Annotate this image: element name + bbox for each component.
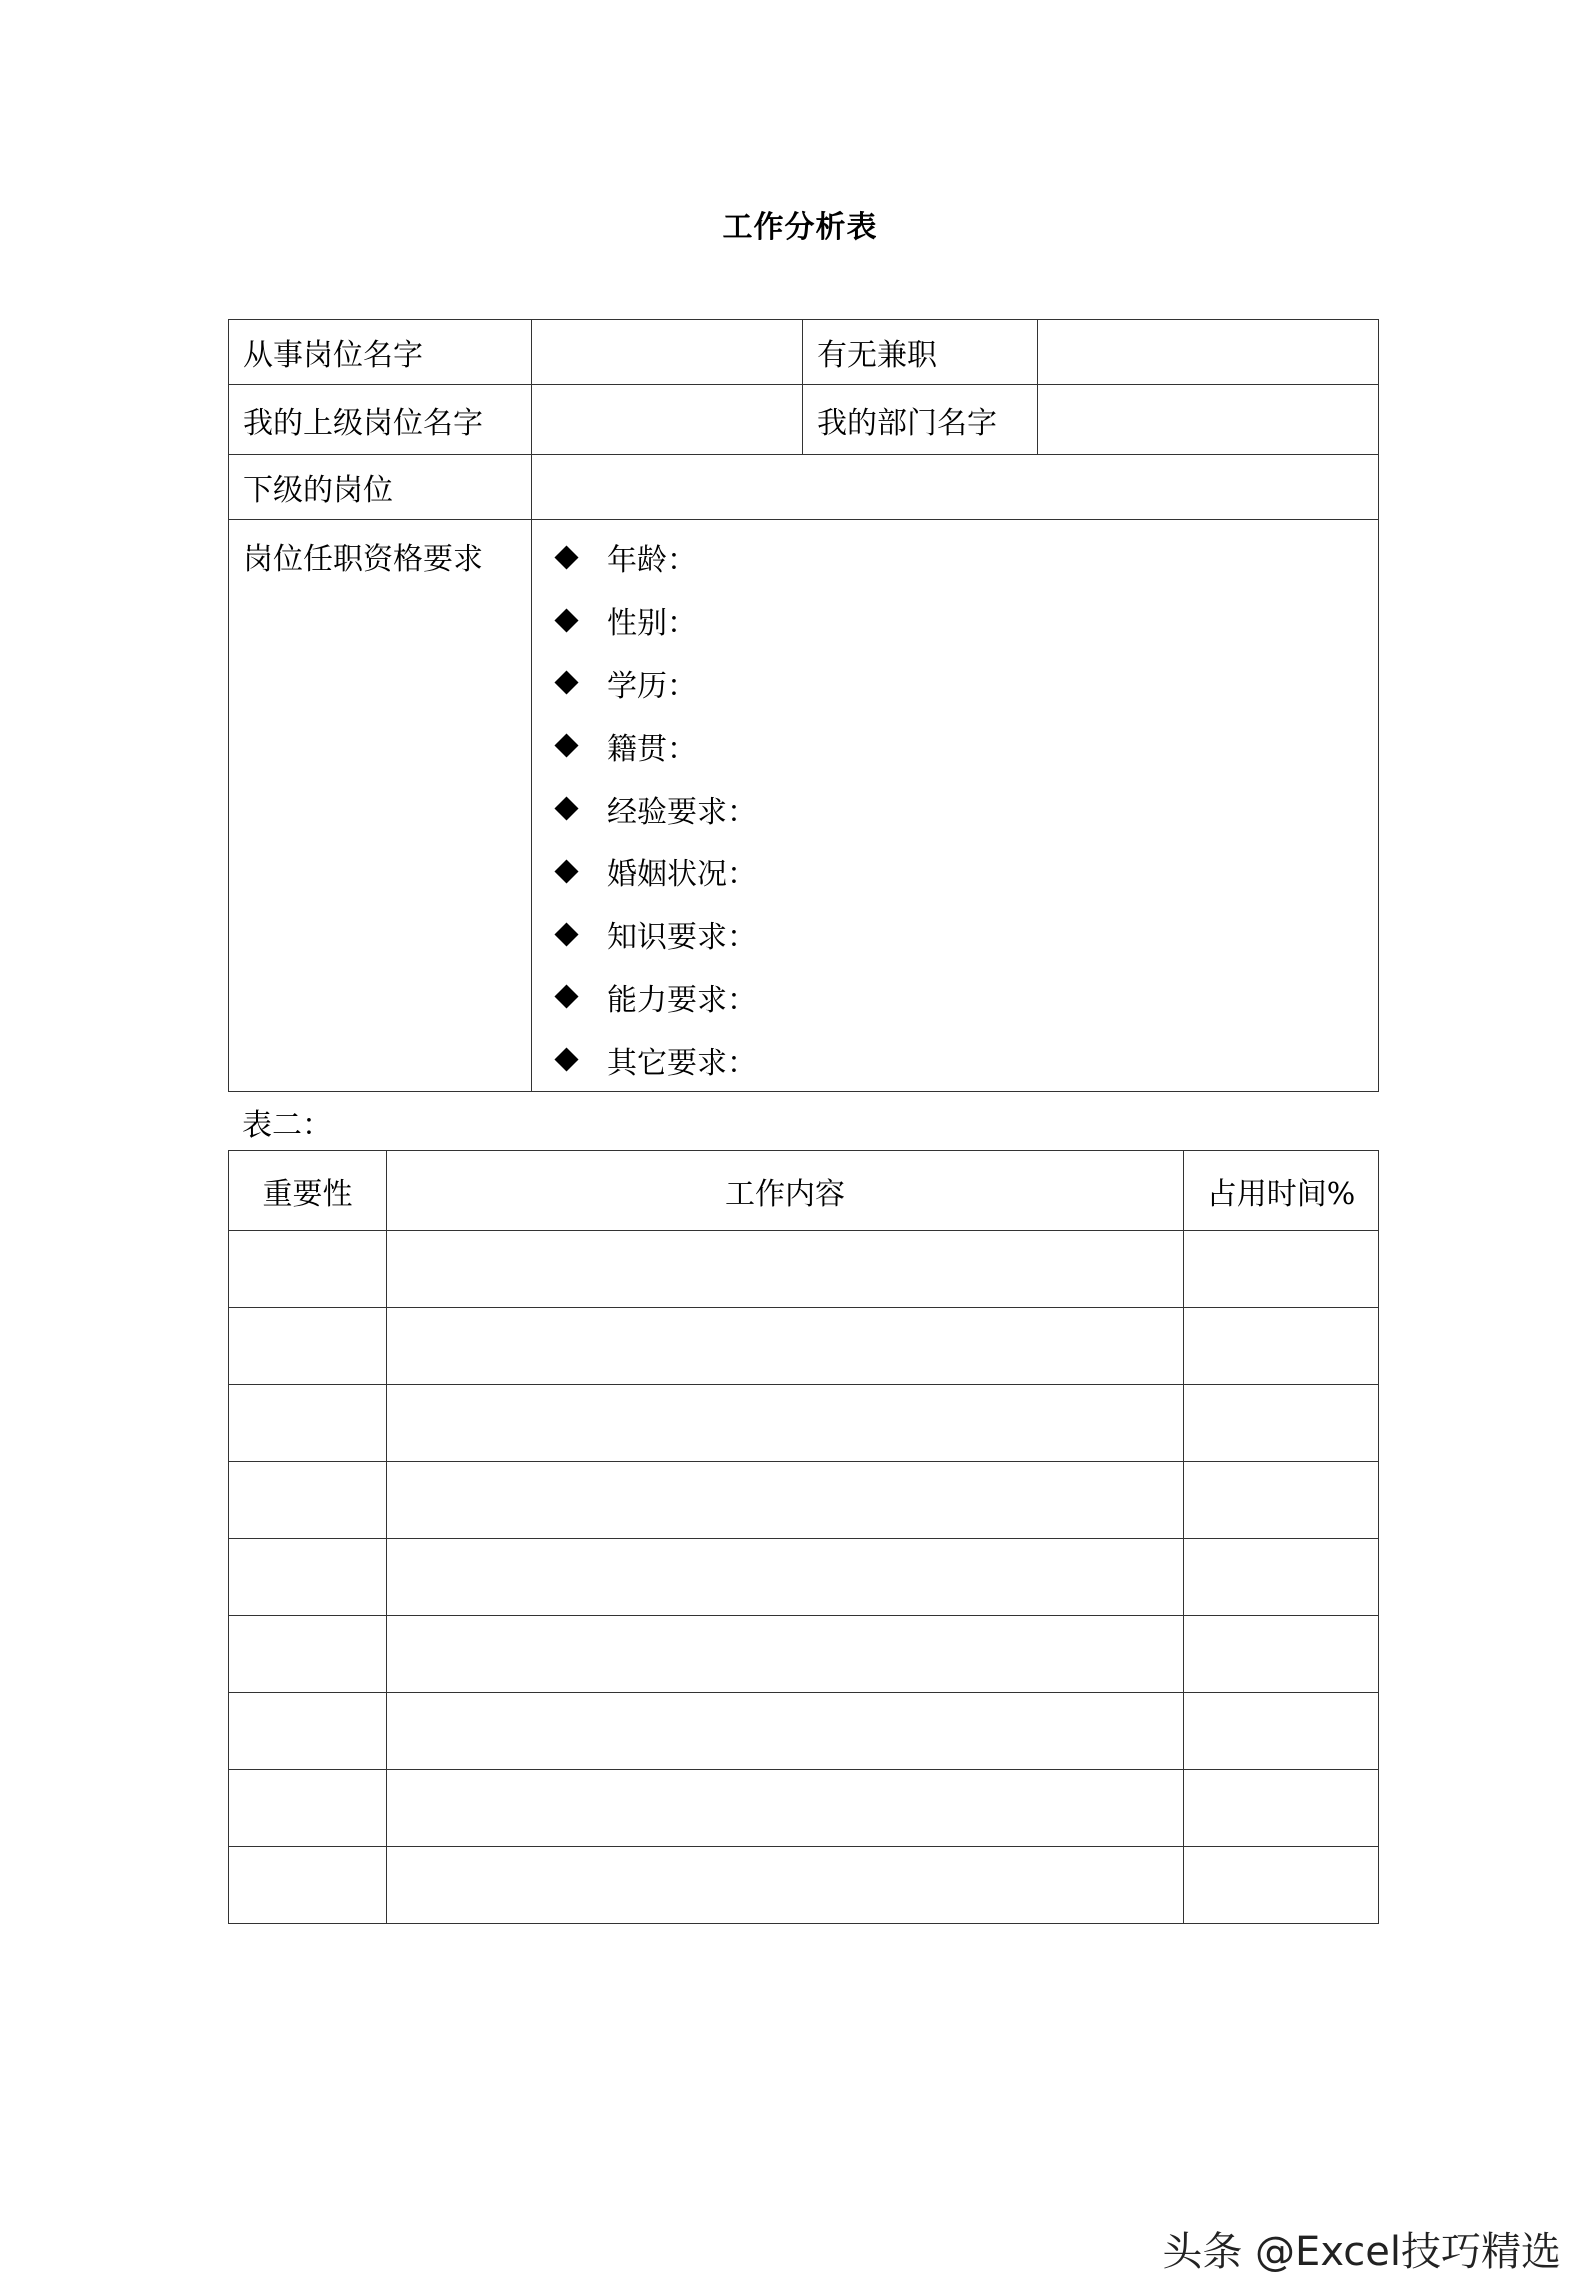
list-item — [546, 840, 1378, 903]
time-percent-cell[interactable] — [1184, 1847, 1379, 1924]
list-item — [546, 777, 1378, 840]
importance-cell[interactable] — [229, 1462, 387, 1539]
requirements-list — [546, 526, 1378, 1091]
superior-position-label: 我的上级岗位名字 — [229, 385, 532, 455]
importance-cell[interactable] — [229, 1231, 387, 1308]
department-name-label: 我的部门名字 — [803, 385, 1038, 455]
requirements-label: 岗位任职资格要求 — [229, 520, 532, 1092]
importance-cell[interactable] — [229, 1693, 387, 1770]
subordinate-position-value[interactable] — [532, 455, 1379, 520]
importance-cell[interactable] — [229, 1616, 387, 1693]
time-percent-cell[interactable] — [1184, 1385, 1379, 1462]
importance-cell[interactable] — [229, 1385, 387, 1462]
list-item — [546, 966, 1378, 1029]
list-item — [546, 1028, 1378, 1091]
requirement-knowledge: 知识要求： — [607, 920, 757, 956]
diamond-bullet-icon — [554, 608, 578, 632]
list-item — [546, 903, 1378, 966]
time-percent-cell[interactable] — [1184, 1539, 1379, 1616]
list-item — [546, 714, 1378, 777]
part-time-value[interactable] — [1038, 320, 1379, 385]
diamond-bullet-icon — [554, 859, 578, 883]
subordinate-position-label: 下级的岗位 — [229, 455, 532, 520]
table-row — [229, 1847, 1379, 1924]
work-content-cell[interactable] — [387, 1539, 1184, 1616]
diamond-bullet-icon — [554, 734, 578, 758]
diamond-bullet-icon — [554, 922, 578, 946]
requirement-other: 其它要求： — [607, 1045, 757, 1081]
time-percent-cell[interactable] — [1184, 1616, 1379, 1693]
time-percent-cell[interactable] — [1184, 1770, 1379, 1847]
work-content-cell[interactable] — [387, 1308, 1184, 1385]
work-content-cell[interactable] — [387, 1231, 1184, 1308]
superior-position-value[interactable] — [532, 385, 803, 455]
table-row — [229, 1770, 1379, 1847]
requirement-education: 学历： — [607, 668, 697, 704]
column-header-time-percent: 占用时间% — [1184, 1151, 1379, 1231]
importance-cell[interactable] — [229, 1308, 387, 1385]
table-row — [229, 1462, 1379, 1539]
table-row — [229, 1693, 1379, 1770]
table-row — [229, 1231, 1379, 1308]
table-row — [229, 1539, 1379, 1616]
work-content-cell[interactable] — [387, 1847, 1184, 1924]
column-header-importance: 重要性 — [229, 1151, 387, 1231]
requirement-marital-status: 婚姻状况： — [607, 857, 757, 893]
list-item — [546, 589, 1378, 652]
work-content-cell[interactable] — [387, 1616, 1184, 1693]
importance-cell[interactable] — [229, 1847, 387, 1924]
diamond-bullet-icon — [554, 545, 578, 569]
work-content-cell[interactable] — [387, 1462, 1184, 1539]
list-item — [546, 652, 1378, 715]
table-row — [229, 385, 1379, 455]
list-item — [546, 526, 1378, 589]
importance-cell[interactable] — [229, 1539, 387, 1616]
table-row — [229, 520, 1379, 1092]
requirement-experience: 经验要求： — [607, 794, 757, 830]
position-name-value[interactable] — [532, 320, 803, 385]
watermark: 头条 @Excel技巧精选 — [1162, 2229, 1561, 2275]
diamond-bullet-icon — [554, 797, 578, 821]
requirements-cell[interactable] — [532, 520, 1379, 1092]
part-time-label: 有无兼职 — [803, 320, 1038, 385]
table-row — [229, 455, 1379, 520]
column-header-work-content: 工作内容 — [387, 1151, 1184, 1231]
page-title: 工作分析表 — [722, 210, 878, 245]
time-percent-cell[interactable] — [1184, 1308, 1379, 1385]
time-percent-cell[interactable] — [1184, 1462, 1379, 1539]
diamond-bullet-icon — [554, 671, 578, 695]
diamond-bullet-icon — [554, 1048, 578, 1072]
work-content-cell[interactable] — [387, 1693, 1184, 1770]
requirement-age: 年龄： — [607, 543, 697, 579]
requirement-ability: 能力要求： — [607, 982, 757, 1018]
requirement-hometown: 籍贯： — [607, 731, 697, 767]
table-row — [229, 1385, 1379, 1462]
work-content-cell[interactable] — [387, 1385, 1184, 1462]
table-row — [229, 1616, 1379, 1693]
diamond-bullet-icon — [554, 985, 578, 1009]
table-row — [229, 1308, 1379, 1385]
work-content-cell[interactable] — [387, 1770, 1184, 1847]
importance-cell[interactable] — [229, 1770, 387, 1847]
job-info-table — [228, 319, 1379, 1092]
table-row — [229, 320, 1379, 385]
time-percent-cell[interactable] — [1184, 1693, 1379, 1770]
requirement-gender: 性别： — [607, 606, 697, 642]
table-header-row — [229, 1151, 1379, 1231]
work-content-table — [228, 1150, 1379, 1924]
table-two-caption: 表二： — [242, 1108, 332, 1143]
department-name-value[interactable] — [1038, 385, 1379, 455]
position-name-label: 从事岗位名字 — [229, 320, 532, 385]
time-percent-cell[interactable] — [1184, 1231, 1379, 1308]
